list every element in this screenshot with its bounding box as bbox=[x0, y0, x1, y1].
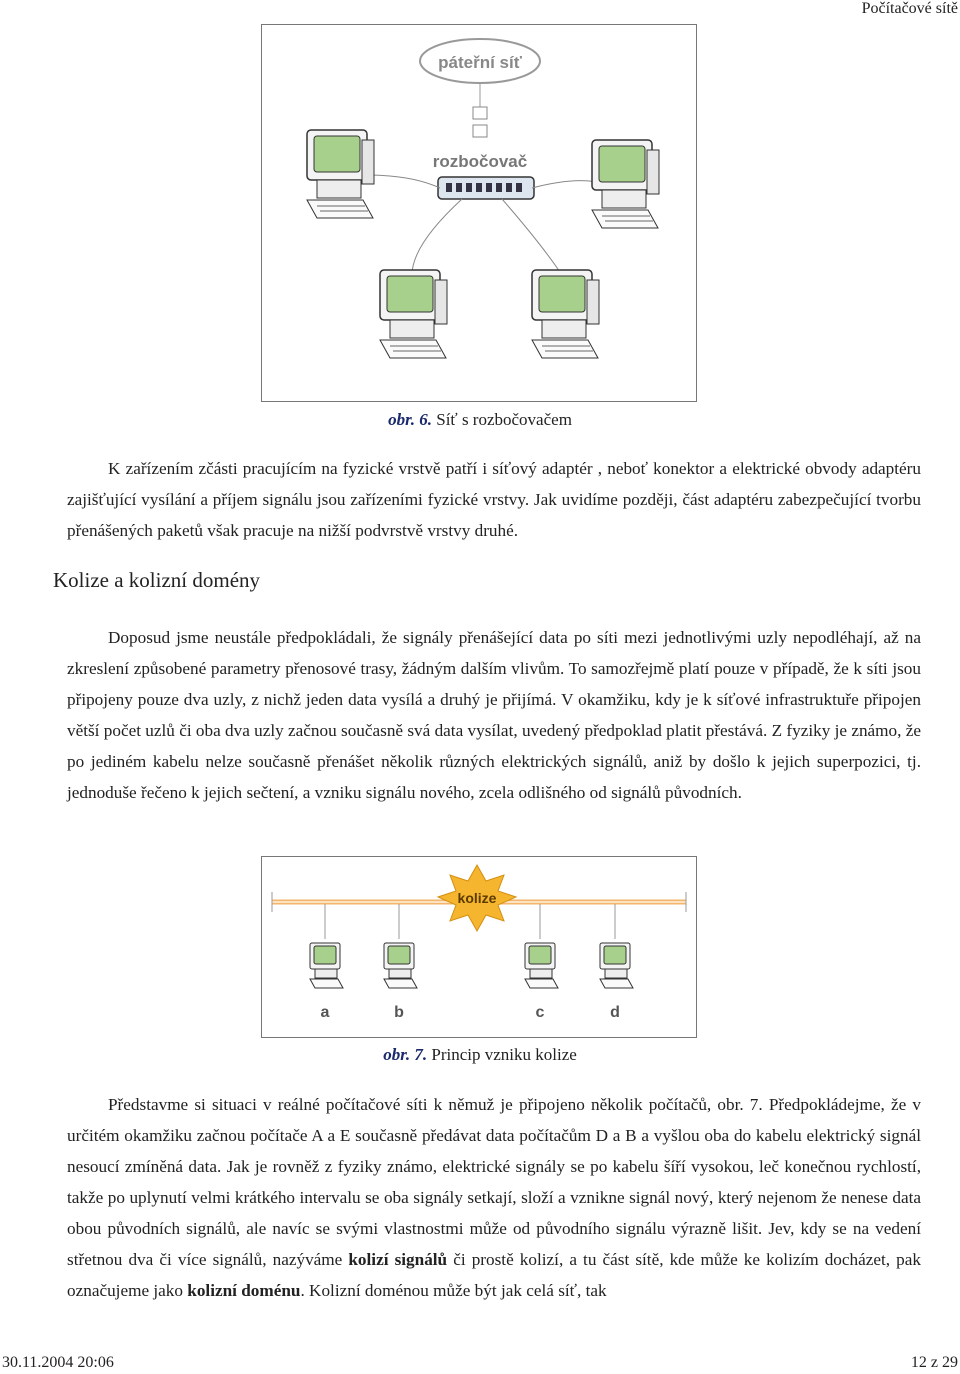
computer-icon bbox=[525, 943, 558, 988]
figure1-caption-prefix: obr. 6. bbox=[388, 410, 432, 429]
hub-network-diagram bbox=[262, 25, 696, 401]
computer-icon bbox=[532, 270, 599, 358]
section-heading: Kolize a kolizní domény bbox=[53, 568, 261, 592]
paragraph-collision-domain bbox=[67, 1089, 921, 1306]
node-label: d bbox=[610, 1004, 620, 1021]
figure1-caption-text: Síť s rozbočovačem bbox=[432, 410, 572, 429]
computer-icon bbox=[600, 943, 633, 988]
hub-label: rozbočovač bbox=[432, 152, 528, 171]
paragraph-collisions-intro-text: Doposud jsme neustále předpokládali, že signály přenášející data po síti mezi jednotlivými uzly nepodléhají, až na zkreslení způsobené parametry přenosové trasy, žádným dalším vlivům. To samozřejmě platí pouze v případě, že k síti jsou připojeny pouze dva uzly, z nichž jeden data vysílá a druhý je přijímá. V okamžiku, kdy je k síťové infrastruktuře připojen větší počet uzlů či oba dva uzly začnou současně svá data vysílat, uvedený předpoklad platit přestává. Z fyziky je známo, že po jediném kabelu nelze současně přenášet několik různých elektrických signálů, aniž by došlo k jejich superpozici, tj. jednoduše řečeno k jejich sečtení, a vzniku signálu nového, zcela odlišného od signálů původních. bbox=[67, 628, 921, 802]
footer-page-number: 12 z 29 bbox=[910, 1354, 958, 1371]
paragraph-text-part: . Kolizní doménou může být jak celá síť, tak bbox=[300, 1281, 607, 1300]
computer-icon bbox=[380, 270, 447, 358]
collision-diagram bbox=[262, 857, 696, 1037]
computer-icon bbox=[384, 943, 417, 988]
paragraph-adapter-text: K zařízením zčásti pracujícím na fyzické vrstvě patří i síťový adaptér , neboť konektor a elektrické obvody adaptéru zajišťující vysílání a příjem signálu jsou zařízeními fyzické vrstvy. Jak uvidíme později, část adaptéru zabezpečující tvorbu přenášených paketů však pracuje na nižší podvrstvě vrstvy druhé. bbox=[67, 459, 921, 540]
figure2-caption-text: Princip vzniku kolize bbox=[427, 1045, 577, 1064]
paragraph-adapter bbox=[67, 453, 921, 546]
collision-label: kolize bbox=[457, 890, 497, 906]
term-collision: kolizí signálů bbox=[348, 1250, 448, 1269]
figure2-caption-prefix: obr. 7. bbox=[383, 1045, 428, 1064]
figure-hub-network bbox=[261, 24, 697, 402]
node-label: c bbox=[535, 1004, 545, 1021]
computer-icon bbox=[310, 943, 343, 988]
figure2-caption bbox=[0, 1045, 960, 1065]
backbone-label: páteřní síť bbox=[438, 53, 522, 72]
node-label: b bbox=[394, 1004, 404, 1021]
figure1-caption bbox=[0, 410, 960, 430]
paragraph-text-part: Představme si situaci v reálné počítačové síti k němuž je připojeno několik počítačů, obr. 7. Předpokládejme, že v určitém okamžiku začnou počítače A a E současně předávat data počítačům D a B a vyšlou oba do kabelu elektrický signál nesoucí zmíněná data. Jak je rovněž z fyziky známo, elektrické signály se po kabelu šíří vysokou, leč konečnou rychlostí, takže po uplynutí velmi krátkého intervalu se oba signály setkají, složí a vznikne signál nový, který nejenom že nenese data obou původních signálů, ale navíc se svými vlastnostmi může od původního signálu výrazně lišit. Jev, kdy se na vedení střetnou dva či více signálů, nazýváme bbox=[67, 1095, 921, 1269]
computer-icon bbox=[592, 140, 659, 228]
page-header-title: Počítačové sítě bbox=[861, 0, 958, 17]
computer-icon bbox=[307, 130, 374, 218]
node-label: a bbox=[320, 1004, 330, 1021]
paragraph-collisions-intro bbox=[67, 622, 921, 808]
term-collision-domain: kolizní doménu bbox=[187, 1281, 301, 1300]
footer-datetime: 30.11.2004 20:06 bbox=[2, 1354, 114, 1371]
figure-collision bbox=[261, 856, 697, 1038]
paragraph-text-part: či prostě kolizí, a tu část sítě, kde může ke kolizím docházet, pak označujeme jako bbox=[67, 1250, 921, 1300]
